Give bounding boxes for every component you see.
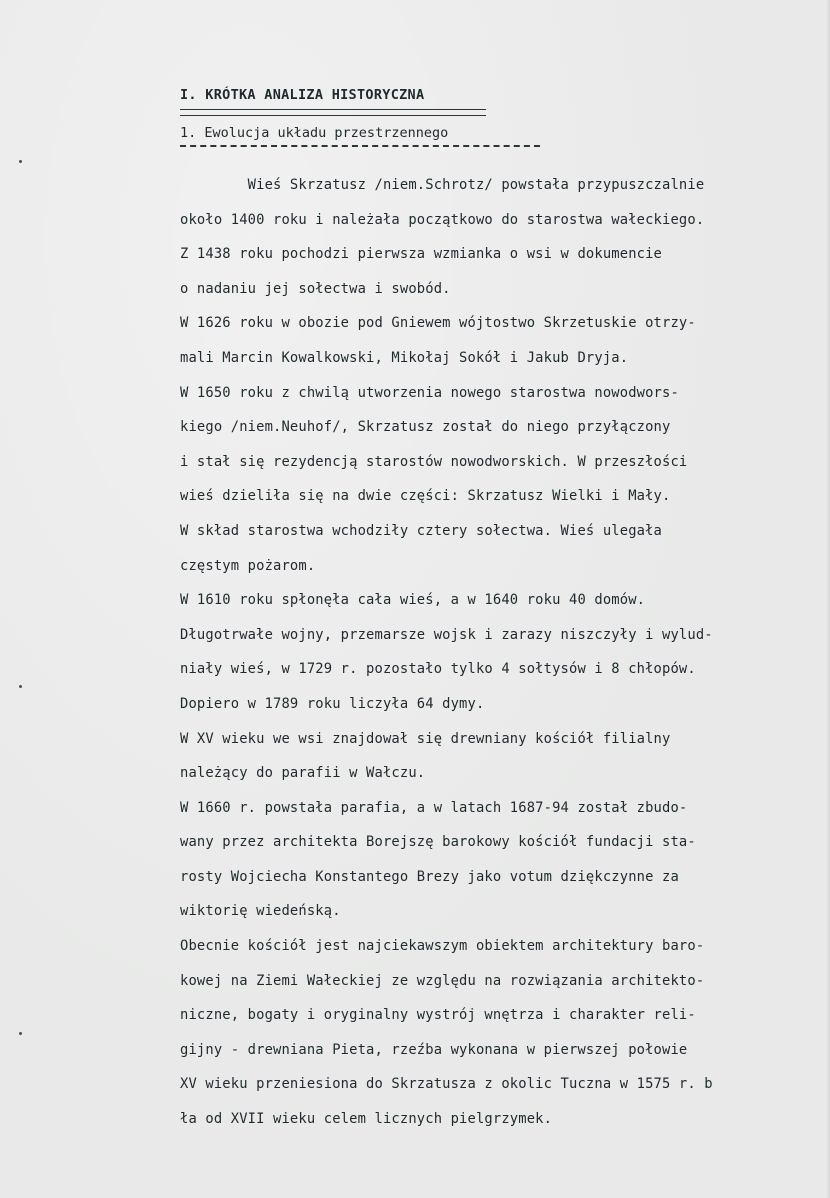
subsection-heading: 1. Ewolucja układu przestrzennego — [180, 125, 449, 141]
text-line: mali Marcin Kowalkowski, Mikołaj Sokół i Jakub Dryja. — [180, 349, 629, 366]
text-line: Wieś Skrzatusz /niem.Schrotz/ powstała przypuszczalnie — [180, 177, 705, 193]
text-line: W XV wieku we wsi znajdował się drewniany kościół filialny — [180, 730, 671, 747]
text-line: rosty Wojciecha Konstantego Brezy jako votum dziękczynne za — [180, 868, 679, 885]
text-line: wany przez architekta Borejszę barokowy kościół fundacji sta- — [180, 834, 696, 851]
text-line: W 1626 roku w obozie pod Gniewem wójtostwo Skrzetuskie otrzy- — [180, 315, 696, 332]
text-line: kiego /niem.Neuhof/, Skrzatusz został do niego przyłączony — [180, 419, 671, 436]
text-line: W 1660 r. powstała parafia, a w latach 1687-94 został zbudo- — [180, 799, 688, 816]
text-line: W 1610 roku spłonęła cała wieś, a w 1640 roku 40 domów. — [180, 592, 646, 609]
text-line: i stał się rezydencją starostów nowodworskich. W przeszłości — [180, 453, 688, 470]
text-line: Długotrwałe wojny, przemarsze wojsk i zarazy niszczyły i wylud- — [180, 626, 713, 643]
text-line: niczne, bogaty i oryginalny wystrój wnętrza i charakter reli- — [180, 1007, 696, 1024]
page-edge-shadow — [826, 0, 830, 1198]
document-content — [180, 86, 830, 1137]
text-line: należący do parafii w Wałczu. — [180, 765, 426, 782]
text-line: W skład starostwa wchodziły cztery sołectwa. Wieś ulegała — [180, 522, 663, 539]
body-text — [180, 168, 830, 1137]
text-line: częstym pożarom. — [180, 557, 316, 574]
text-line: ła od XVII wieku celem licznych pielgrzymek. — [180, 1111, 553, 1128]
text-line: około 1400 roku i należała początkowo do starostwa wałeckiego. — [180, 211, 705, 228]
text-line: niały wieś, w 1729 r. pozostało tylko 4 sołtysów i 8 chłopów. — [180, 661, 696, 678]
margin-speck — [19, 160, 22, 163]
margin-speck — [19, 685, 22, 688]
text-line: W 1650 roku z chwilą utworzenia nowego starostwa nowodwors- — [180, 384, 679, 401]
margin-speck — [19, 1032, 22, 1035]
text-line: wiktorię wiedeńską. — [180, 903, 341, 920]
text-line: Obecnie kościół jest najciekawszym obiektem architektury baro- — [180, 938, 705, 955]
text-line: Dopiero w 1789 roku liczyła 64 dymy. — [180, 695, 485, 712]
text-line: XV wieku przeniesiona do Skrzatusza z okolic Tuczna w 1575 r. b — [180, 1076, 713, 1093]
heading-double-underline — [180, 109, 486, 116]
text-line: gijny - drewniana Pieta, rzeźba wykonana w pierwszej połowie — [180, 1041, 688, 1058]
text-line: wieś dzieliła się na dwie części: Skrzatusz Wielki i Mały. — [180, 488, 671, 505]
text-line: o nadaniu jej sołectwa i swobód. — [180, 280, 451, 297]
text-line: Z 1438 roku pochodzi pierwsza wzmianka o wsi w dokumencie — [180, 246, 663, 263]
text-line: kowej na Ziemi Wałeckiej ze względu na rozwiązania architekto- — [180, 972, 705, 989]
subheading-dashed-underline — [180, 145, 540, 147]
section-heading: I. KRÓTKA ANALIZA HISTORYCZNA — [180, 87, 425, 103]
